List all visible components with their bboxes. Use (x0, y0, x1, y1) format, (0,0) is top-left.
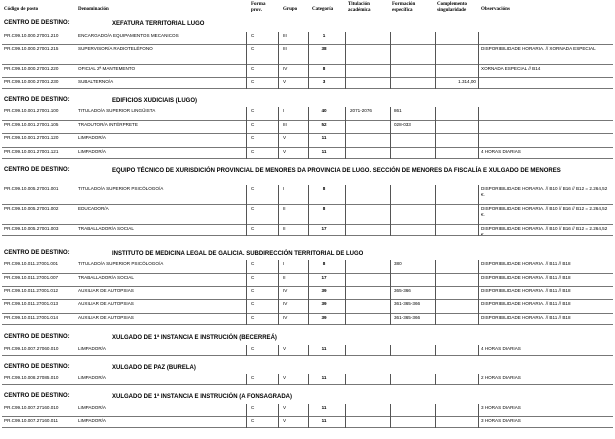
row-denominacion: TITULADO/A SUPERIOR PSICÓLOGO/A (78, 261, 164, 266)
column-divider (308, 78, 309, 89)
table-header (0, 2, 615, 22)
row-forma-prov: C (251, 405, 255, 410)
header-categoria: Categoría (312, 7, 334, 12)
column-divider (435, 65, 436, 78)
column-divider (390, 300, 391, 314)
row-code: PR.C99.10.011.27001.014 (4, 315, 59, 320)
column-divider (390, 274, 391, 287)
column-divider (435, 148, 436, 159)
row-forma-prov: C (251, 375, 255, 380)
column-divider (278, 225, 279, 236)
column-divider (246, 134, 247, 148)
column-divider (435, 260, 436, 274)
centre-label: CENTRO DE DESTINO: (4, 20, 70, 26)
column-divider (308, 134, 309, 148)
centre-name: XULGADO DE 1ª INSTANCIA E INSTRUCIÓN (A FONSAGRADA) (112, 394, 292, 400)
centre-label: CENTRO DE DESTINO: (4, 334, 70, 340)
column-divider (345, 32, 346, 45)
row-denominacion: AUXILIAR DE AUTOPSIAS (78, 301, 134, 306)
column-divider (390, 185, 391, 205)
column-divider (278, 300, 279, 314)
column-divider (246, 32, 247, 45)
centre-label: CENTRO DE DESTINO: (4, 364, 70, 370)
column-divider (278, 32, 279, 45)
row-forma-prov: C (251, 135, 255, 140)
row-forma-prov: C (251, 108, 255, 113)
column-divider (435, 185, 436, 205)
column-divider (278, 45, 279, 65)
header-denominacion: Denominación (78, 7, 109, 12)
column-divider (390, 45, 391, 65)
centre-label: CENTRO DE DESTINO: (4, 167, 70, 173)
centre-label: CENTRO DE DESTINO: (4, 97, 70, 103)
row-denominacion: TITULADO/A SUPERIOR LINGÜISTA (78, 108, 156, 113)
row-forma-prov: C (251, 226, 255, 231)
row-observacions: 2 HORAS DIARIAS (481, 375, 521, 380)
row-categoria: 40 (321, 108, 327, 113)
column-divider (478, 121, 479, 134)
column-divider (308, 404, 309, 417)
row-formacion: 028-033 (394, 122, 411, 127)
row-formacion: 361-365-366 (394, 315, 421, 320)
row-categoria: 17 (321, 275, 327, 280)
column-divider (308, 314, 309, 325)
row-grupo: V (283, 418, 287, 423)
row-observacions: DISPORIBILIDADE HORARIA. // B10 // B16 // B12 = 2.264,52 €. (481, 206, 608, 217)
column-divider (390, 78, 391, 89)
column-divider (345, 185, 346, 205)
column-divider (246, 107, 247, 121)
row-categoria: 8 (322, 206, 326, 211)
column-divider (345, 345, 346, 356)
column-divider (435, 78, 436, 89)
row-titulacion: 2071-2076 (350, 108, 372, 113)
row-grupo: III (283, 122, 287, 127)
row-code: PR.C99.10.005.27001.002 (4, 206, 59, 211)
row-code: PR.C99.10.011.27001.001 (4, 261, 59, 266)
row-forma-prov: C (251, 122, 255, 127)
column-divider (246, 417, 247, 428)
row-observacions: XORNADA ESPECIAL // B14 (481, 66, 541, 71)
row-forma-prov: C (251, 288, 255, 293)
row-code: PR.C99.10.011.27001.013 (4, 301, 59, 306)
row-categoria: 11 (321, 418, 327, 423)
column-divider (435, 287, 436, 300)
column-divider (246, 345, 247, 356)
column-divider (390, 32, 391, 45)
centre-name: EDIFICIOS XUDICIAIS (LUGO) (112, 98, 198, 104)
column-divider (246, 274, 247, 287)
row-categoria: 3 (322, 79, 326, 84)
column-divider (308, 345, 309, 356)
column-divider (478, 274, 479, 287)
row-grupo: IV (283, 301, 288, 306)
row-grupo: V (283, 405, 287, 410)
column-divider (345, 374, 346, 385)
row-grupo: IV (283, 315, 288, 320)
column-divider (278, 107, 279, 121)
row-observacions: DISPORIBILIDADE HORARIA. // B11 // B18 (481, 275, 571, 280)
row-forma-prov: C (251, 418, 255, 423)
column-divider (345, 134, 346, 148)
row-denominacion: TRABALLADOR/A SOCIAL (78, 226, 134, 231)
row-denominacion: LIMPADOR/A (78, 405, 106, 410)
header-grupo: Grupo (283, 7, 298, 12)
row-grupo: V (283, 346, 287, 351)
row-denominacion: SUPERVISOR/A RADIOTELÉFONO (78, 46, 153, 51)
column-divider (246, 78, 247, 89)
column-divider (278, 148, 279, 159)
column-divider (478, 32, 479, 45)
row-denominacion: OFICIAL 2ª MANTEMENTO (78, 66, 136, 71)
column-divider (345, 260, 346, 274)
row-categoria: 39 (321, 315, 327, 320)
column-divider (390, 417, 391, 428)
column-divider (478, 148, 479, 159)
column-divider (278, 134, 279, 148)
row-categoria: 11 (321, 375, 327, 380)
row-denominacion: SUBALTERNO/A (78, 79, 114, 84)
column-divider (308, 65, 309, 78)
column-divider (390, 287, 391, 300)
centre-name: XEFATURA TERRITORIAL LUGO (112, 21, 205, 27)
column-divider (435, 205, 436, 225)
header-codigo: Código de posto (4, 7, 39, 12)
row-denominacion: AUXILIAR DE AUTOPSIAS (78, 288, 134, 293)
row-denominacion: TRADUTOR/A INTÉRPRETE (78, 122, 138, 127)
centre-label: CENTRO DE DESTINO: (4, 393, 70, 399)
column-divider (308, 148, 309, 159)
row-code: PR.C99.10.007.27160.010 (4, 405, 59, 410)
row-grupo: V (283, 375, 287, 380)
row-denominacion: LIMPADOR/A (78, 418, 106, 423)
row-forma-prov: C (251, 33, 255, 38)
header-forma-prov: Forma prov. (251, 2, 266, 13)
column-divider (278, 404, 279, 417)
centre-name: EQUIPO TÉCNICO DE XURISDICIÓN PROVINCIAL DE MENORES DA PROVINCIA DE LUGO. SECCIÓN DE MENORES DA FISCALÍA E XULGADO DE MENORES (112, 168, 561, 174)
header-formacion: Formación específica (392, 2, 416, 13)
column-divider (308, 287, 309, 300)
row-observacions: 4 HORAS DIARIAS (481, 346, 521, 351)
row-grupo: II (283, 226, 286, 231)
column-divider (278, 314, 279, 325)
row-denominacion: LIMPADOR/A (78, 375, 106, 380)
row-code: PR.C99.10.001.27001.105 (4, 122, 59, 127)
column-divider (435, 404, 436, 417)
centre-name: XULGADO DE 1ª INSTANCIA E INSTRUCIÓN (BECERREÁ) (112, 335, 277, 341)
row-categoria: 11 (321, 405, 327, 410)
row-categoria: 8 (322, 261, 326, 266)
column-divider (390, 134, 391, 148)
column-divider (278, 287, 279, 300)
column-divider (390, 374, 391, 385)
column-divider (246, 148, 247, 159)
row-code: PR.C99.10.007.27160.011 (4, 418, 59, 423)
row-forma-prov: C (251, 66, 255, 71)
row-forma-prov: C (251, 79, 255, 84)
column-divider (246, 287, 247, 300)
column-divider (345, 314, 346, 325)
row-grupo: V (283, 149, 287, 154)
column-divider (278, 205, 279, 225)
column-divider (246, 45, 247, 65)
column-divider (345, 205, 346, 225)
column-divider (478, 404, 479, 417)
row-observacions: 4 HORAS DIARIAS (481, 149, 521, 154)
column-divider (345, 121, 346, 134)
column-divider (308, 274, 309, 287)
column-divider (345, 225, 346, 236)
column-divider (246, 121, 247, 134)
column-divider (278, 65, 279, 78)
row-code: PR.C99.10.008.27085.010 (4, 375, 59, 380)
row-code: PR.C99.10.000.27001.215 (4, 46, 59, 51)
row-forma-prov: C (251, 346, 255, 351)
column-divider (278, 78, 279, 89)
row-forma-prov: C (251, 275, 255, 280)
row-observacions: DISPORIBILIDADE HORARIA. // B10 // B16 // B12 = 2.264,52 €. (481, 226, 608, 237)
row-categoria: 11 (321, 346, 327, 351)
column-divider (390, 225, 391, 236)
row-observacions: DISPORIBILIDADE HORARIA. // B11 // B18 (481, 315, 571, 320)
column-divider (390, 148, 391, 159)
row-forma-prov: C (251, 46, 255, 51)
row-grupo: IV (283, 288, 288, 293)
row-categoria: 1 (322, 33, 326, 38)
column-divider (345, 300, 346, 314)
column-divider (308, 45, 309, 65)
column-divider (390, 107, 391, 121)
row-categoria: 39 (321, 301, 327, 306)
row-denominacion: LIMPADOR/A (78, 346, 106, 351)
row-observacions: DISPORIBILIDADE HORARIA. // B11 // B18 (481, 261, 571, 266)
column-divider (478, 185, 479, 205)
row-forma-prov: C (251, 301, 255, 306)
column-divider (478, 45, 479, 65)
row-forma-prov: C (251, 315, 255, 320)
column-divider (278, 274, 279, 287)
column-divider (435, 134, 436, 148)
centre-name: INSTITUTO DE MEDICINA LEGAL DE GALICIA. SUBDIRECCIÓN TERRITORIAL DE LUGO (112, 251, 364, 257)
column-divider (390, 65, 391, 78)
column-divider (435, 314, 436, 325)
row-denominacion: LIMPADOR/A (78, 149, 106, 154)
column-divider (246, 374, 247, 385)
row-categoria: 38 (321, 46, 327, 51)
column-divider (345, 417, 346, 428)
column-divider (435, 32, 436, 45)
row-categoria: 17 (321, 226, 327, 231)
column-divider (308, 107, 309, 121)
column-divider (308, 374, 309, 385)
row-grupo: I (283, 108, 285, 113)
column-divider (435, 417, 436, 428)
column-divider (308, 225, 309, 236)
column-divider (246, 404, 247, 417)
column-divider (478, 260, 479, 274)
column-divider (478, 287, 479, 300)
row-observacions: 3 HORAS DIARIAS (481, 405, 521, 410)
column-divider (478, 300, 479, 314)
column-divider (435, 374, 436, 385)
row-forma-prov: C (251, 261, 255, 266)
row-forma-prov: C (251, 149, 255, 154)
column-divider (308, 260, 309, 274)
column-divider (246, 225, 247, 236)
column-divider (390, 314, 391, 325)
column-divider (345, 45, 346, 65)
row-categoria: 8 (322, 186, 326, 191)
column-divider (478, 134, 479, 148)
row-grupo: II (283, 206, 286, 211)
row-complemento: 1.314,00 (458, 79, 476, 84)
column-divider (246, 260, 247, 274)
row-grupo: II (283, 275, 286, 280)
row-denominacion: TITULADO/A SUPERIOR PSICÓLOGO/A (78, 186, 164, 191)
row-grupo: III (283, 46, 287, 51)
row-denominacion: AUXILIAR DE AUTOPSIAS (78, 315, 134, 320)
centre-name: XULGADO DE PAZ (BURELA) (112, 365, 196, 371)
column-divider (435, 225, 436, 236)
row-observacions: DISPORIBILIDADE HORARIA. // B11 // B18 (481, 301, 571, 306)
row-code: PR.C99.10.000.27001.210 (4, 33, 59, 38)
row-categoria: 11 (321, 149, 327, 154)
column-divider (246, 205, 247, 225)
row-code: PR.C99.10.011.27001.007 (4, 275, 59, 280)
column-divider (308, 205, 309, 225)
row-formacion: 361-365-366 (394, 301, 421, 306)
row-grupo: V (283, 135, 287, 140)
row-denominacion: EDUCADOR/A (78, 206, 109, 211)
row-categoria: 39 (321, 288, 327, 293)
column-divider (435, 45, 436, 65)
row-denominacion: LIMPADOR/A (78, 135, 106, 140)
row-formacion: 365-366 (394, 288, 411, 293)
row-observacions: DISPORIBILIDADE HORARIA. // B10 // B16 // B12 = 2.264,52 €. (481, 186, 608, 197)
column-divider (246, 65, 247, 78)
row-observacions: 3 HORAS DIARIAS (481, 418, 521, 423)
row-categoria: 8 (322, 66, 326, 71)
row-code: PR.C99.10.001.27001.120 (4, 135, 59, 140)
column-divider (478, 107, 479, 121)
row-categoria: 11 (321, 135, 327, 140)
column-divider (278, 121, 279, 134)
column-divider (435, 300, 436, 314)
column-divider (345, 78, 346, 89)
column-divider (345, 404, 346, 417)
row-grupo: V (283, 79, 287, 84)
row-code: PR.C99.10.005.27001.003 (4, 226, 59, 231)
column-divider (390, 260, 391, 274)
column-divider (278, 417, 279, 428)
column-divider (478, 314, 479, 325)
column-divider (435, 274, 436, 287)
column-divider (390, 205, 391, 225)
row-denominacion: ENCARGADO/A EQUIPAMENTOS MECANICOS (78, 33, 179, 38)
column-divider (278, 345, 279, 356)
row-denominacion: TRABALLADOR/A SOCIAL (78, 275, 134, 280)
column-divider (478, 65, 479, 78)
row-grupo: IV (283, 66, 288, 71)
column-divider (345, 65, 346, 78)
column-divider (478, 205, 479, 225)
column-divider (435, 345, 436, 356)
row-code: PR.C99.10.001.27001.121 (4, 149, 59, 154)
column-divider (345, 287, 346, 300)
column-divider (478, 345, 479, 356)
header-complemento: Complemento singularidade (437, 2, 467, 13)
column-divider (278, 185, 279, 205)
centre-label: CENTRO DE DESTINO: (4, 250, 70, 256)
column-divider (390, 345, 391, 356)
row-code: PR.C99.10.011.27001.012 (4, 288, 59, 293)
row-categoria: 52 (321, 122, 327, 127)
column-divider (278, 374, 279, 385)
column-divider (308, 417, 309, 428)
column-divider (246, 300, 247, 314)
column-divider (435, 107, 436, 121)
column-divider (345, 148, 346, 159)
header-observacions: Observacións (481, 7, 510, 12)
row-grupo: I (283, 186, 285, 191)
column-divider (308, 300, 309, 314)
row-code: PR.C99.10.007.27060.010 (4, 346, 59, 351)
column-divider (345, 274, 346, 287)
column-divider (246, 185, 247, 205)
column-divider (246, 314, 247, 325)
row-code: PR.C99.10.000.27001.230 (4, 79, 59, 84)
row-formacion: 380 (394, 261, 402, 266)
column-divider (390, 404, 391, 417)
row-grupo: III (283, 33, 287, 38)
header-titulacion: Titulación académica (348, 2, 371, 13)
row-observacions: DISPORIBILIDADE HORARIA. // XORNADA ESPECIAL (481, 46, 596, 51)
column-divider (308, 32, 309, 45)
row-forma-prov: C (251, 206, 255, 211)
column-divider (478, 78, 479, 89)
column-divider (478, 374, 479, 385)
column-divider (308, 121, 309, 134)
row-grupo: I (283, 261, 285, 266)
row-formacion: 861 (394, 108, 402, 113)
column-divider (278, 260, 279, 274)
column-divider (478, 225, 479, 236)
row-code: PR.C99.10.001.27001.100 (4, 108, 59, 113)
column-divider (345, 107, 346, 121)
column-divider (308, 185, 309, 205)
row-code: PR.C99.10.000.27001.220 (4, 66, 59, 71)
column-divider (390, 121, 391, 134)
column-divider (435, 121, 436, 134)
column-divider (478, 417, 479, 428)
row-forma-prov: C (251, 186, 255, 191)
row-observacions: DISPORIBILIDADE HORARIA. // B11 // B18 (481, 288, 571, 293)
row-code: PR.C99.10.005.27001.001 (4, 186, 59, 191)
